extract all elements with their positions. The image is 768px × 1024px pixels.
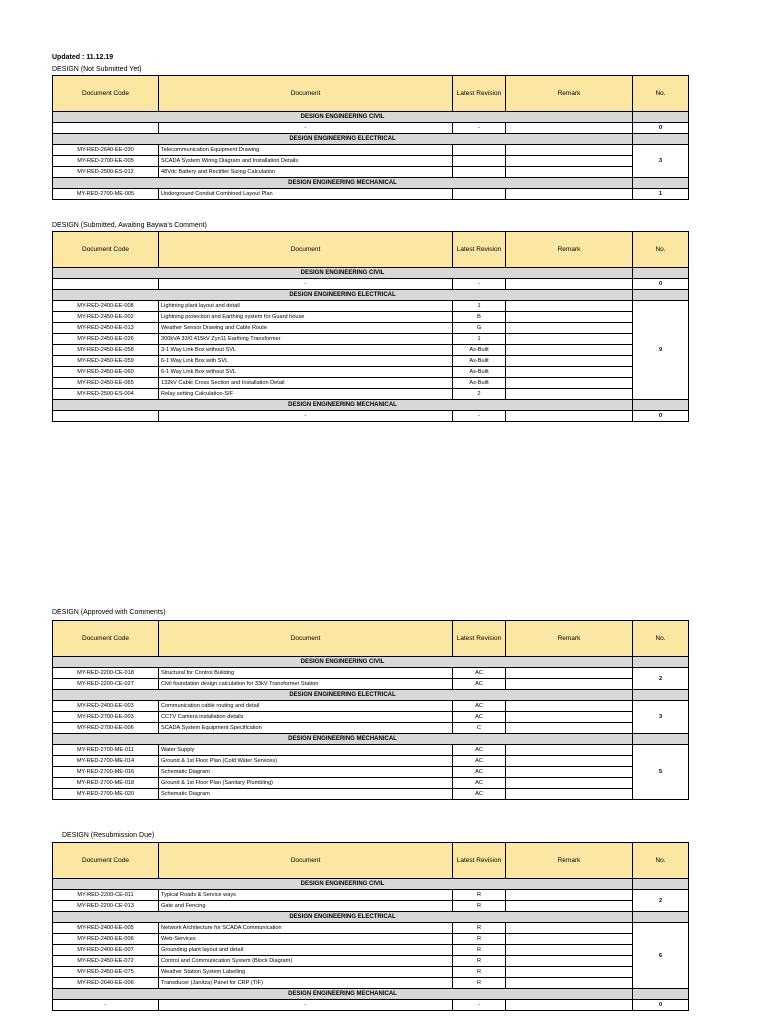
document-code-cell: MY-RED-2450-EE-065 [53, 378, 159, 389]
latest-revision-cell: AC [453, 778, 506, 789]
document-title-cell: - [159, 1000, 453, 1011]
document-title-cell: Structural for Control Building [159, 668, 453, 679]
table-row [53, 978, 689, 989]
section-no-cell [633, 290, 689, 301]
document-code-cell [53, 411, 159, 422]
section-row [53, 290, 689, 301]
header-row [53, 76, 689, 112]
latest-revision-cell: AC [453, 668, 506, 679]
table-row [53, 767, 689, 778]
header-latest-revision: Latest Revision [453, 843, 506, 879]
table-row [53, 789, 689, 800]
section-label: DESIGN ENGINEERING ELECTRICAL [53, 134, 633, 145]
section-row [53, 989, 689, 1000]
section-row [53, 400, 689, 411]
section-label: DESIGN ENGINEERING MECHANICAL [53, 989, 633, 1000]
table-row [53, 745, 689, 756]
document-title-cell: Web-Services [159, 934, 453, 945]
latest-revision-cell: R [453, 978, 506, 989]
header-document-code: Document Code [53, 232, 159, 268]
remark-cell [506, 967, 633, 978]
table-row [53, 389, 689, 400]
document-title-cell: Relay setting Calculation-SIF [159, 389, 453, 400]
section-row [53, 178, 689, 189]
header-document-code: Document Code [53, 76, 159, 112]
document-title-cell: 6-1 Way Link Box without SVL [159, 367, 453, 378]
document-title-cell: CCTV Camera installation details [159, 712, 453, 723]
document-title-cell: Schematic Diagram [159, 789, 453, 800]
count-cell: 0 [633, 123, 689, 134]
latest-revision-cell: B [453, 312, 506, 323]
latest-revision-cell: C [453, 723, 506, 734]
count-cell: 0 [633, 279, 689, 290]
header-latest-revision: Latest Revision [453, 621, 506, 657]
latest-revision-cell: 1 [453, 334, 506, 345]
latest-revision-cell: R [453, 923, 506, 934]
table-awaiting-comment [52, 231, 689, 422]
header-document-code: Document Code [53, 843, 159, 879]
document-code-cell: MY-RED-2700-ME-014 [53, 756, 159, 767]
count-cell: 5 [633, 745, 689, 800]
table-row [53, 923, 689, 934]
remark-cell [506, 890, 633, 901]
caption-awaiting-comment: DESIGN (Submitted, Awaiting Baywa's Comment) [52, 222, 207, 229]
section-label: DESIGN ENGINEERING MECHANICAL [53, 734, 633, 745]
document-title-cell: Water Supply [159, 745, 453, 756]
remark-cell [506, 301, 633, 312]
remark-cell [506, 701, 633, 712]
document-code-cell: MY-RED-2200-CE-018 [53, 668, 159, 679]
header-document: Document [159, 843, 453, 879]
document-title-cell: - [159, 279, 453, 290]
remark-cell [506, 723, 633, 734]
remark-cell [506, 978, 633, 989]
count-cell: 2 [633, 668, 689, 690]
section-no-cell [633, 879, 689, 890]
table-row [53, 323, 689, 334]
section-label: DESIGN ENGINEERING ELECTRICAL [53, 912, 633, 923]
header-document: Document [159, 232, 453, 268]
header-remark: Remark [506, 232, 633, 268]
header-document: Document [159, 76, 453, 112]
header-remark: Remark [506, 843, 633, 879]
document-code-cell: MY-RED-2450-EE-060 [53, 367, 159, 378]
section-row [53, 112, 689, 123]
document-title-cell: Grounding plant layout and detail [159, 945, 453, 956]
document-title-cell: Transducer (Janitza) Panel for CRP (TIF) [159, 978, 453, 989]
remark-cell [506, 345, 633, 356]
document-code-cell: MY-RED-2700-ME-005 [53, 189, 159, 200]
latest-revision-cell: R [453, 945, 506, 956]
latest-revision-cell: 2 [453, 389, 506, 400]
count-cell: 2 [633, 890, 689, 912]
table-row [53, 301, 689, 312]
remark-cell [506, 756, 633, 767]
remark-cell [506, 945, 633, 956]
document-title-cell: SCADA System Wiring Diagram and Installation Details [159, 156, 453, 167]
section-label: DESIGN ENGINEERING ELECTRICAL [53, 290, 633, 301]
remark-cell [506, 767, 633, 778]
document-code-cell: MY-RED-2700-EE-003 [53, 712, 159, 723]
count-cell: 9 [633, 301, 689, 400]
document-title-cell: Civil foundation design calculation for 33kV Transformer Station [159, 679, 453, 690]
latest-revision-cell: - [453, 411, 506, 422]
latest-revision-cell [453, 145, 506, 156]
document-code-cell: MY-RED-2450-EE-026 [53, 334, 159, 345]
document-title-cell: 6-1 Way Link Box with SVL [159, 356, 453, 367]
caption-not-submitted: DESIGN (Not Submitted Yet) [52, 66, 142, 73]
table-row [53, 367, 689, 378]
table-resubmission-due [52, 842, 689, 1011]
table-row [53, 945, 689, 956]
table-row [53, 723, 689, 734]
caption-resubmission-due: DESIGN (Resubmission Due) [62, 832, 155, 839]
latest-revision-cell: AC [453, 679, 506, 690]
document-title-cell: - [159, 123, 453, 134]
document-title-cell: Lightning plant layout and detail [159, 301, 453, 312]
table-row [53, 934, 689, 945]
latest-revision-cell: AC [453, 701, 506, 712]
document-code-cell: MY-RED-2450-EE-059 [53, 356, 159, 367]
latest-revision-cell: R [453, 956, 506, 967]
remark-cell [506, 745, 633, 756]
remark-cell [506, 123, 633, 134]
table-row [53, 356, 689, 367]
document-title-cell: Underground Conduit Combined Layout Plan [159, 189, 453, 200]
latest-revision-cell: AC [453, 712, 506, 723]
latest-revision-cell: AC [453, 789, 506, 800]
count-cell: 0 [633, 411, 689, 422]
updated-date: Updated : 11.12.19 [52, 54, 114, 61]
remark-cell [506, 901, 633, 912]
table-row [53, 156, 689, 167]
section-no-cell [633, 112, 689, 123]
document-code-cell: MY-RED-2700-ME-020 [53, 789, 159, 800]
remark-cell [506, 1000, 633, 1011]
document-code-cell: MY-RED-2400-EE-005 [53, 923, 159, 934]
document-title-cell: 3-1 Way Link Box without SVL [159, 345, 453, 356]
section-label: DESIGN ENGINEERING CIVIL [53, 879, 633, 890]
table-row [53, 411, 689, 422]
document-title-cell: Gate and Fencing [159, 901, 453, 912]
count-cell: 3 [633, 145, 689, 178]
header-remark: Remark [506, 76, 633, 112]
remark-cell [506, 668, 633, 679]
document-title-cell: Network Architecture for SCADA Communication [159, 923, 453, 934]
latest-revision-cell: AC [453, 745, 506, 756]
latest-revision-cell [453, 156, 506, 167]
header-document-code: Document Code [53, 621, 159, 657]
document-title-cell: 48Vdc Battery and Rectifier Sizing Calculation [159, 167, 453, 178]
section-no-cell [633, 912, 689, 923]
remark-cell [506, 279, 633, 290]
remark-cell [506, 679, 633, 690]
section-no-cell [633, 989, 689, 1000]
document-title-cell: Ground & 1st Floor Plan (Sanitary Plumbling) [159, 778, 453, 789]
latest-revision-cell: - [453, 279, 506, 290]
remark-cell [506, 778, 633, 789]
document-code-cell: MY-RED-2400-EE-007 [53, 945, 159, 956]
table-row [53, 668, 689, 679]
section-no-cell [633, 690, 689, 701]
remark-cell [506, 923, 633, 934]
section-row [53, 734, 689, 745]
header-row [53, 843, 689, 879]
document-code-cell: MY-RED-2450-EE-002 [53, 312, 159, 323]
section-no-cell [633, 178, 689, 189]
section-row [53, 690, 689, 701]
document-code-cell: MY-RED-2450-EE-013 [53, 323, 159, 334]
latest-revision-cell: - [453, 123, 506, 134]
table-not-submitted [52, 75, 689, 200]
table-row [53, 1000, 689, 1011]
document-code-cell [53, 123, 159, 134]
latest-revision-cell: As-Built [453, 367, 506, 378]
table-row [53, 679, 689, 690]
document-title-cell: Lightning protection and Earthing system for Guard house [159, 312, 453, 323]
document-code-cell: MY-RED-2500-ES-004 [53, 389, 159, 400]
document-code-cell: MY-RED-2700-ME-016 [53, 767, 159, 778]
caption-approved-with-comments: DESIGN (Approved with Comments) [52, 609, 166, 616]
document-code-cell: MY-RED-2700-ME-018 [53, 778, 159, 789]
header-no: No. [633, 76, 689, 112]
document-code-cell: MY-RED-2640-EE-006 [53, 978, 159, 989]
remark-cell [506, 323, 633, 334]
document-code-cell [53, 279, 159, 290]
table-row [53, 701, 689, 712]
latest-revision-cell: AC [453, 756, 506, 767]
table-row [53, 123, 689, 134]
remark-cell [506, 145, 633, 156]
section-no-cell [633, 400, 689, 411]
document-code-cell: - [53, 1000, 159, 1011]
remark-cell [506, 334, 633, 345]
table-row [53, 956, 689, 967]
latest-revision-cell: R [453, 934, 506, 945]
latest-revision-cell: 1 [453, 301, 506, 312]
header-no: No. [633, 843, 689, 879]
document-code-cell: MY-RED-2450-EE-058 [53, 345, 159, 356]
table-row [53, 167, 689, 178]
table-row [53, 189, 689, 200]
document-code-cell: MY-RED-2450-EE-075 [53, 967, 159, 978]
header-no: No. [633, 232, 689, 268]
count-cell: 1 [633, 189, 689, 200]
document-code-cell: MY-RED-2500-ES-012 [53, 167, 159, 178]
latest-revision-cell: R [453, 901, 506, 912]
section-row [53, 879, 689, 890]
header-no: No. [633, 621, 689, 657]
section-no-cell [633, 657, 689, 668]
document-title-cell: 132kV Cable Cross Section and Installation Detail [159, 378, 453, 389]
document-title-cell: Telecommunication Equipment Drawing [159, 145, 453, 156]
document-title-cell: SCADA System Equipment Specification [159, 723, 453, 734]
section-label: DESIGN ENGINEERING CIVIL [53, 268, 633, 279]
remark-cell [506, 167, 633, 178]
latest-revision-cell: - [453, 1000, 506, 1011]
remark-cell [506, 956, 633, 967]
remark-cell [506, 934, 633, 945]
document-code-cell: MY-RED-2400-EE-008 [53, 301, 159, 312]
latest-revision-cell: G [453, 323, 506, 334]
remark-cell [506, 367, 633, 378]
table-approved-with-comments [52, 620, 689, 800]
section-label: DESIGN ENGINEERING MECHANICAL [53, 178, 633, 189]
section-row [53, 268, 689, 279]
document-code-cell: MY-RED-2200-CE-013 [53, 901, 159, 912]
section-no-cell [633, 268, 689, 279]
remark-cell [506, 189, 633, 200]
remark-cell [506, 411, 633, 422]
remark-cell [506, 156, 633, 167]
remark-cell [506, 712, 633, 723]
table-row [53, 712, 689, 723]
latest-revision-cell: AC [453, 767, 506, 778]
table-row [53, 378, 689, 389]
document-code-cell: MY-RED-2700-EE-006 [53, 723, 159, 734]
section-row [53, 657, 689, 668]
document-code-cell: MY-RED-2400-EE-006 [53, 934, 159, 945]
header-row [53, 232, 689, 268]
section-label: DESIGN ENGINEERING CIVIL [53, 657, 633, 668]
document-title-cell: Control and Communication System (Block Diagram) [159, 956, 453, 967]
count-cell: 3 [633, 701, 689, 734]
remark-cell [506, 378, 633, 389]
count-cell: 0 [633, 1000, 689, 1011]
latest-revision-cell [453, 167, 506, 178]
table-row [53, 145, 689, 156]
document-title-cell: Communication cable routing and detail [159, 701, 453, 712]
document-code-cell: MY-RED-2200-CE-027 [53, 679, 159, 690]
remark-cell [506, 312, 633, 323]
table-row [53, 901, 689, 912]
document-code-cell: MY-RED-2700-EE-005 [53, 156, 159, 167]
document-code-cell: MY-RED-2400-EE-003 [53, 701, 159, 712]
header-document: Document [159, 621, 453, 657]
latest-revision-cell: R [453, 967, 506, 978]
table-row [53, 345, 689, 356]
table-row [53, 967, 689, 978]
table-row [53, 334, 689, 345]
remark-cell [506, 389, 633, 400]
section-no-cell [633, 734, 689, 745]
section-label: DESIGN ENGINEERING ELECTRICAL [53, 690, 633, 701]
document-title-cell: Weather Sensor Drawing and Cable Route [159, 323, 453, 334]
section-label: DESIGN ENGINEERING CIVIL [53, 112, 633, 123]
section-no-cell [633, 134, 689, 145]
section-row [53, 134, 689, 145]
document-title-cell: 300kVA 33/0.415kV Zyn11 Earthing Transformer [159, 334, 453, 345]
document-code-cell: MY-RED-2700-ME-011 [53, 745, 159, 756]
document-code-cell: MY-RED-2640-EE-030 [53, 145, 159, 156]
latest-revision-cell: R [453, 890, 506, 901]
document-code-cell: MY-RED-2450-EE-072 [53, 956, 159, 967]
table-row [53, 778, 689, 789]
latest-revision-cell: As-Built [453, 378, 506, 389]
document-code-cell: MY-RED-2200-CE-011 [53, 890, 159, 901]
section-row [53, 912, 689, 923]
latest-revision-cell [453, 189, 506, 200]
document-title-cell: - [159, 411, 453, 422]
header-latest-revision: Latest Revision [453, 76, 506, 112]
count-cell: 6 [633, 923, 689, 989]
latest-revision-cell: As-Built [453, 345, 506, 356]
table-row [53, 312, 689, 323]
header-remark: Remark [506, 621, 633, 657]
section-label: DESIGN ENGINEERING MECHANICAL [53, 400, 633, 411]
document-title-cell: Weather Station System Labelling [159, 967, 453, 978]
table-row [53, 279, 689, 290]
document-title-cell: Schematic Diagram [159, 767, 453, 778]
table-row [53, 756, 689, 767]
document-title-cell: Ground & 1st Floor Plan (Cold Water Services) [159, 756, 453, 767]
document-title-cell: Typical Roads & Service ways [159, 890, 453, 901]
header-row [53, 621, 689, 657]
latest-revision-cell: As-Built [453, 356, 506, 367]
remark-cell [506, 789, 633, 800]
header-latest-revision: Latest Revision [453, 232, 506, 268]
remark-cell [506, 356, 633, 367]
table-row [53, 890, 689, 901]
